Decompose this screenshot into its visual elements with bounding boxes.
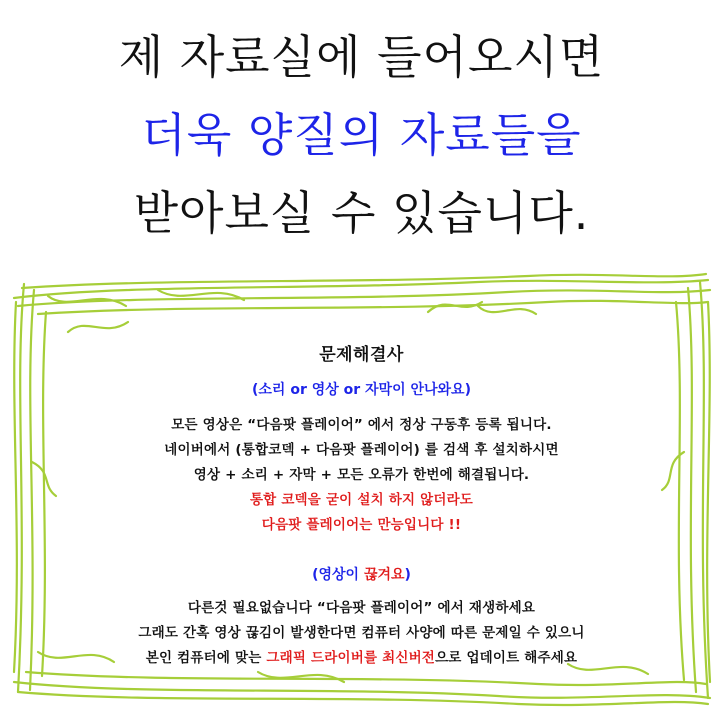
last-line-accent: 그래픽 드라이버를 최신버전: [266, 650, 436, 666]
section2-line-2: 그래도 간혹 영상 끊김이 발생한다면 컴퓨터 사양에 따른 문제일 수 있으니: [138, 625, 585, 641]
headline-block: [0, 18, 723, 252]
section2-subtitle-plain: (영상이: [312, 567, 364, 583]
section1-line-3: 영상 + 소리 + 자막 + 모든 오류가 한번에 해결됩니다.: [193, 467, 530, 483]
section1-warning-2: 다음팟 플레이어는 만능입니다 !!: [261, 517, 462, 533]
section2-subtitle-tail: ): [404, 567, 411, 583]
note-content: [40, 292, 683, 692]
section1-line-1: 모든 영상은 “다음팟 플레이어” 에서 정상 구동후 등록 됩니다.: [171, 417, 552, 433]
section2-line-1: 다른것 필요없습니다 “다음팟 플레이어” 에서 재생하세요: [187, 600, 536, 616]
last-line-part3: 으로 업데이트 해주세요: [435, 650, 578, 666]
section1-line-2: 네이버에서 (통합코덱 + 다음팟 플레이어) 를 검색 후 설치하시면: [164, 442, 559, 458]
section2-subtitle-accent: 끊겨요: [363, 567, 405, 583]
headline-line-1: 제 자료실에 들어오시면: [118, 30, 605, 84]
headline-line-2: 더욱 양질의 자료들을: [141, 108, 582, 162]
last-line-part1: 본인 컴퓨터에 맞는: [145, 650, 267, 666]
headline-line-3: 받아보실 수 있습니다.: [133, 186, 590, 240]
section2-last-line: [40, 646, 683, 671]
section1-warning-1: 통합 코덱을 굳이 설치 하지 않더라도: [249, 492, 474, 508]
section2-subtitle: [40, 564, 683, 584]
note-title: 문제해결사: [319, 345, 404, 365]
section1-subtitle: (소리 or 영상 or 자막이 안나와요): [252, 382, 471, 398]
section-divider-space: [40, 538, 683, 564]
